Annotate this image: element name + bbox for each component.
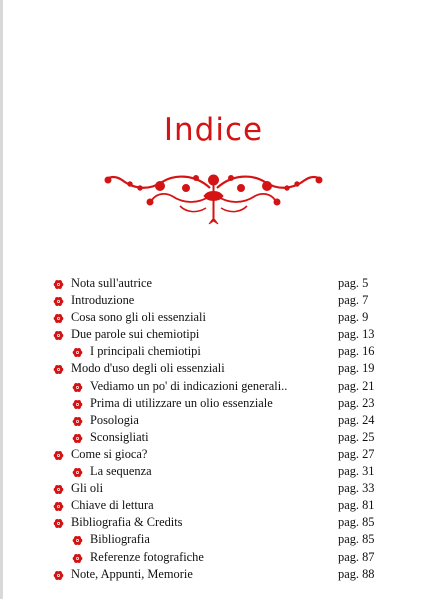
toc-entry-label: Gli oli [71,481,104,496]
toc-entry[interactable] [0,395,427,412]
toc-entry[interactable] [0,446,427,463]
toc-entry-page: pag. 31 [338,464,375,479]
toc-entry-label: Prima di utilizzare un olio essenziale [90,395,273,410]
toc-entry-page: pag. 85 [338,515,375,530]
toc-entry[interactable] [0,497,427,514]
red-flower-icon [72,433,83,444]
red-flower-icon [53,364,64,375]
red-flower-icon [53,330,64,341]
toc-entry[interactable] [0,514,427,531]
toc-entry[interactable] [0,309,427,326]
ornament-icon [100,166,327,226]
toc-entry-page: pag. 7 [338,293,369,308]
toc-entry[interactable] [0,412,427,429]
toc-entry-label: Bibliografia [90,532,150,547]
toc-entry[interactable] [0,326,427,343]
toc-entry-page: pag. 5 [338,276,369,290]
toc-entry-label: Note, Appunti, Memorie [71,566,193,581]
toc-entry-page: pag. 81 [338,498,375,513]
red-flower-icon [53,518,64,529]
red-flower-icon [72,553,83,564]
toc-entry[interactable] [0,566,427,583]
toc-entry-label: Introduzione [71,293,135,308]
red-flower-icon [53,296,64,307]
toc-entry-page: pag. 9 [338,310,369,325]
toc-entry-page: pag. 27 [338,446,375,461]
toc-entry[interactable] [0,463,427,480]
red-flower-icon [53,313,64,324]
red-flower-icon [53,450,64,461]
toc-entry-label: Chiave di lettura [71,498,154,513]
red-flower-icon [72,399,83,410]
toc-entry-page: pag. 21 [338,378,375,393]
page-title: Indice [163,112,264,148]
toc-entry-page: pag. 33 [338,481,375,496]
red-flower-icon [72,347,83,358]
toc-entry-label: Come si gioca? [71,446,148,461]
toc-entry-label: I principali chemiotipi [90,344,201,359]
toc-entry[interactable] [0,275,427,292]
red-flower-icon [72,535,83,546]
toc-entry-label: Referenze fotografiche [90,549,204,564]
red-flower-icon [53,484,64,495]
toc-entry[interactable] [0,360,427,377]
red-flower-icon [53,279,64,290]
toc-entry-page: pag. 16 [338,344,375,359]
toc-entry[interactable] [0,378,427,395]
toc-entry[interactable] [0,549,427,566]
toc-entry[interactable] [0,531,427,548]
toc-entry[interactable] [0,429,427,446]
toc-entry[interactable] [0,292,427,309]
toc-entry-page: pag. 13 [338,327,375,342]
red-flower-icon [72,416,83,427]
toc-entry-page: pag. 25 [338,429,375,444]
toc-entry-label: Posologia [90,412,139,427]
toc-entry-label: Sconsigliati [90,429,149,444]
red-flower-icon [72,382,83,393]
toc-entry-page: pag. 87 [338,549,375,564]
toc-entry-page: pag. 23 [338,395,375,410]
toc-entry-label: La sequenza [90,464,152,479]
toc-entry-page: pag. 24 [338,412,375,427]
toc-entry-label: Vediamo un po' di indicazioni generali.. [90,378,288,393]
toc-entry-page: pag. 19 [338,361,375,376]
toc-entry-label: Bibliografia & Credits [71,515,183,530]
toc-entry-page: pag. 88 [338,566,375,581]
table-of-contents [0,275,427,583]
toc-entry[interactable] [0,343,427,360]
red-flower-icon [53,501,64,512]
toc-entry[interactable] [0,480,427,497]
red-flower-icon [72,467,83,478]
red-flower-icon [53,570,64,581]
toc-entry-label: Cosa sono gli oli essenziali [71,310,206,325]
toc-entry-page: pag. 85 [338,532,375,547]
toc-entry-label: Nota sull'autrice [71,276,153,290]
toc-entry-label: Due parole sui chemiotipi [71,327,200,342]
toc-entry-label: Modo d'uso degli oli essenziali [71,361,225,376]
